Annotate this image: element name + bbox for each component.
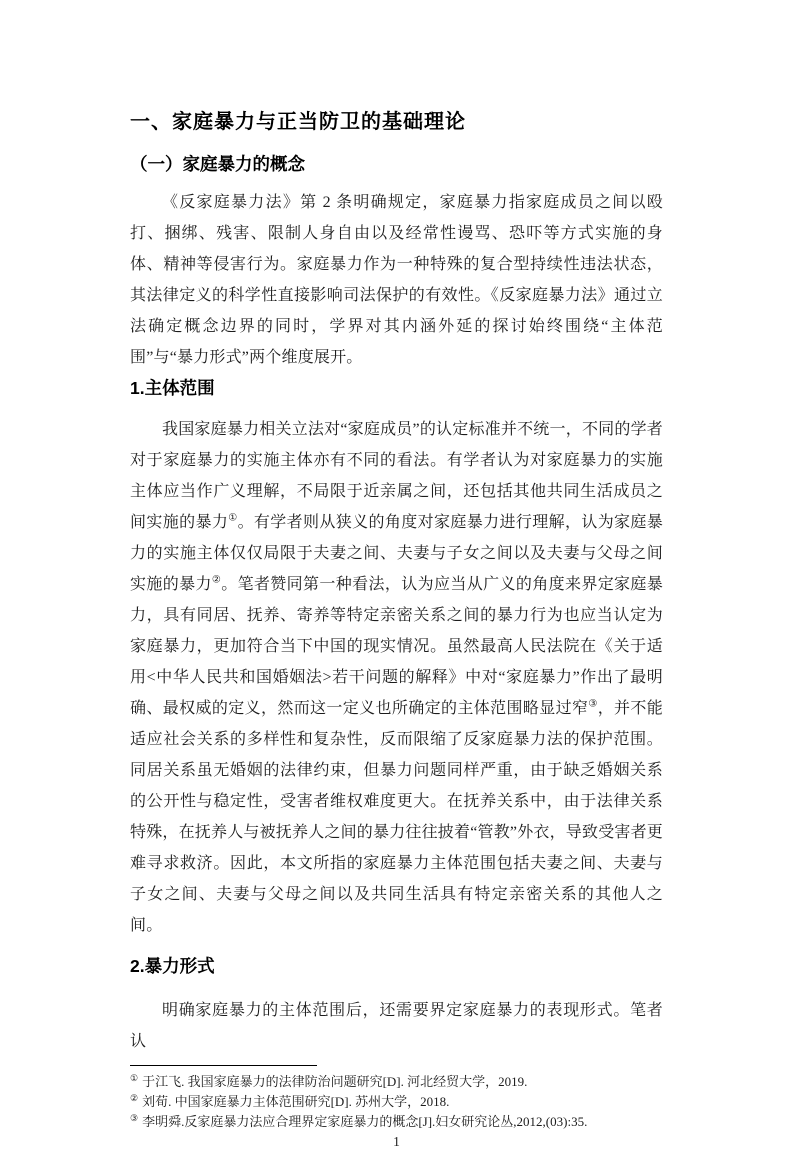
footnote-ref: ① bbox=[228, 512, 238, 524]
main-heading: 一、家庭暴力与正当防卫的基础理论 bbox=[130, 111, 466, 133]
footnote-ref: ② bbox=[211, 574, 222, 586]
subsection-heading-subject-scope: 1.主体范围 bbox=[130, 378, 215, 398]
footnote-text: 李明舜.反家庭暴力法应合理界定家庭暴力的概念[J].妇女研究论丛,2012,(03):35. bbox=[142, 1114, 588, 1129]
page-number: 1 bbox=[393, 1134, 400, 1149]
footnote-marker: ③ bbox=[130, 1112, 139, 1123]
subsection-heading-violence-form: 2.暴力形式 bbox=[130, 956, 215, 976]
section-heading-concept: （一）家庭暴力的概念 bbox=[130, 154, 305, 174]
footnote-item bbox=[130, 1072, 663, 1092]
paragraph-concept-intro: 《反家庭暴力法》第 2 条明确规定，家庭暴力指家庭成员之间以殴打、捆绑、残害、限制人身自由以及经常性谩骂、恐吓等方式实施的身体、精神等侵害行为。家庭暴力作为一种特殊的复合型持续性违法状态，其法律定义的科学性直接影响司法保护的有效性。《反家庭暴力法》通过立法确定概念边界的同时，学界对其内涵外延的探讨始终围绕“主体范围”与“暴力形式”两个维度展开。 bbox=[130, 194, 663, 366]
footnote-item bbox=[130, 1092, 663, 1112]
document-content bbox=[130, 0, 663, 1152]
footnote-list bbox=[130, 1072, 663, 1132]
footnote-text: 刘荀. 中国家庭暴力主体范围研究[D]. 苏州大学，2018. bbox=[142, 1094, 450, 1109]
footnote-marker: ① bbox=[130, 1072, 139, 1083]
paragraph-subject-scope: 我国家庭暴力相关立法对“家庭成员”的认定标准并不统一，不同的学者对于家庭暴力的实施主体亦有不同的看法。有学者认为对家庭暴力的实施主体应当作广义理解，不局限于近亲属之间，还包括其他共同生活成员之间实施的暴力①。有学者则从狭义的角度对家庭暴力进行理解，认为家庭暴力的实施主体仅仅局限于夫妻之间、夫妻与子女之间以及夫妻与父母之间实施的暴力②。笔者赞同第一种看法，认为应当从广义的角度来界定家庭暴力，具有同居、抚养、寄养等特定亲密关系之间的暴力行为也应当认定为家庭暴力，更加符合当下中国的现实情况。虽然最高人民法院在《关于适用<中华人民共和国婚姻法>若干问题的解释》中对“家庭暴力”作出了最明确、最权威的定义，然而这一定义也所确定的主体范围略显过窄③，并不能适应社会关系的多样性和复杂性，反而限缩了反家庭暴力法的保护范围。同居关系虽无婚姻的法律约束，但暴力问题同样严重，由于缺乏婚姻关系的公开性与稳定性，受害者维权难度更大。在抚养关系中，由于法律关系特殊，在抚养人与被抚养人之间的暴力往往披着“管教”外衣，导致受害者更难寻求救济。因此，本文所指的家庭暴力主体范围包括夫妻之间、夫妻与子女之间、夫妻与父母之间以及共同生活具有特定亲密关系的其他人之间。 bbox=[130, 421, 664, 934]
footnote-text: 于江飞. 我国家庭暴力的法律防治问题研究[D]. 河北经贸大学，2019. bbox=[142, 1074, 528, 1089]
footnote-separator bbox=[130, 1065, 317, 1066]
footnote-marker: ② bbox=[130, 1092, 139, 1103]
footnote-item bbox=[130, 1112, 663, 1132]
footnote-ref: ③ bbox=[588, 698, 598, 710]
paragraph-violence-form: 明确家庭暴力的主体范围后，还需要界定家庭暴力的表现形式。笔者认 bbox=[130, 1002, 663, 1050]
